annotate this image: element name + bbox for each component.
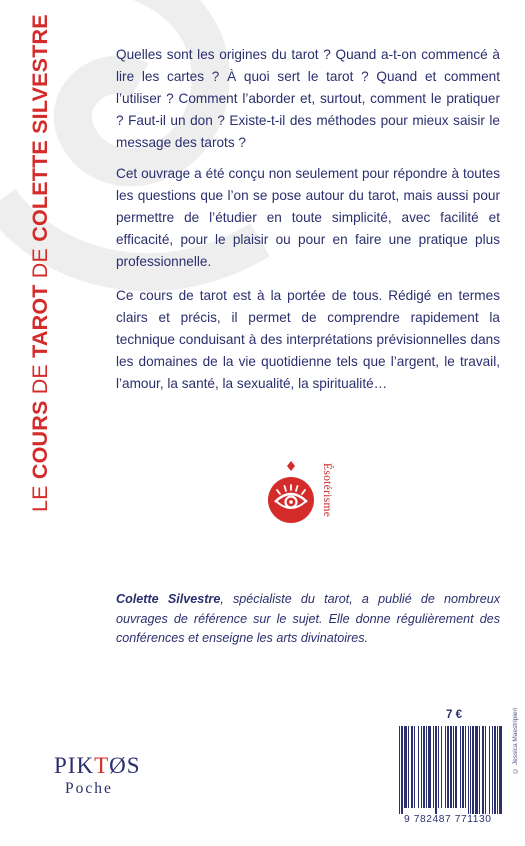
author-name: Colette Silvestre (116, 592, 221, 606)
photo-credit: © Jessica Maestripieri (512, 708, 519, 774)
publisher-collection-name: Poche (65, 780, 113, 797)
eye-emblem-icon (265, 456, 345, 536)
collection-label: Ésotérisme (321, 463, 333, 518)
spine-title: LE COURS DE TAROT DE COLETTE SILVESTRE (28, 14, 52, 512)
description-paragraph-1: Quelles sont les origines du tarot ? Quand a-t-on commencé à lire les cartes ? À quoi sert le tarot ? Quand et comment l’utiliser ? Comment l’aborder et, surtout, comment le pratiquer ? Faut-il un don ? Existe-t-il des méthodes pour mieux saisir le message des tarots ? (116, 47, 500, 150)
description-paragraph-2: Cet ouvrage a été conçu non seulement pour répondre à toutes les questions que l’on se pose autour du tarot, mais aussi pour permettre de l’étudier en toute simplicité, avec facilité et efficacité, pour le plaisir ou pour en faire une pratique plus professionnelle. (116, 166, 500, 269)
author-bio (116, 590, 500, 649)
isbn-number: 9 782487 771130 (404, 814, 492, 825)
barcode (399, 726, 503, 814)
price: 7 € (446, 709, 462, 721)
author-bio-text: , spécialiste du tarot, a publié de nombreux ouvrages de référence sur le sujet. Elle donne régulièrement des conférences et enseigne les arts divinatoires. (116, 592, 500, 645)
description-paragraph-3: Ce cours de tarot est à la portée de tous. Rédigé en termes clairs et précis, il permet de comprendre rapidement la technique conduisant à des interprétations prévisionnelles dans les domaines de la vie quotidienne tels que l’argent, le travail, l’amour, la santé, la sexualité, la spiritualité… (116, 288, 500, 391)
publisher-logo: PIKTØS (54, 753, 141, 778)
